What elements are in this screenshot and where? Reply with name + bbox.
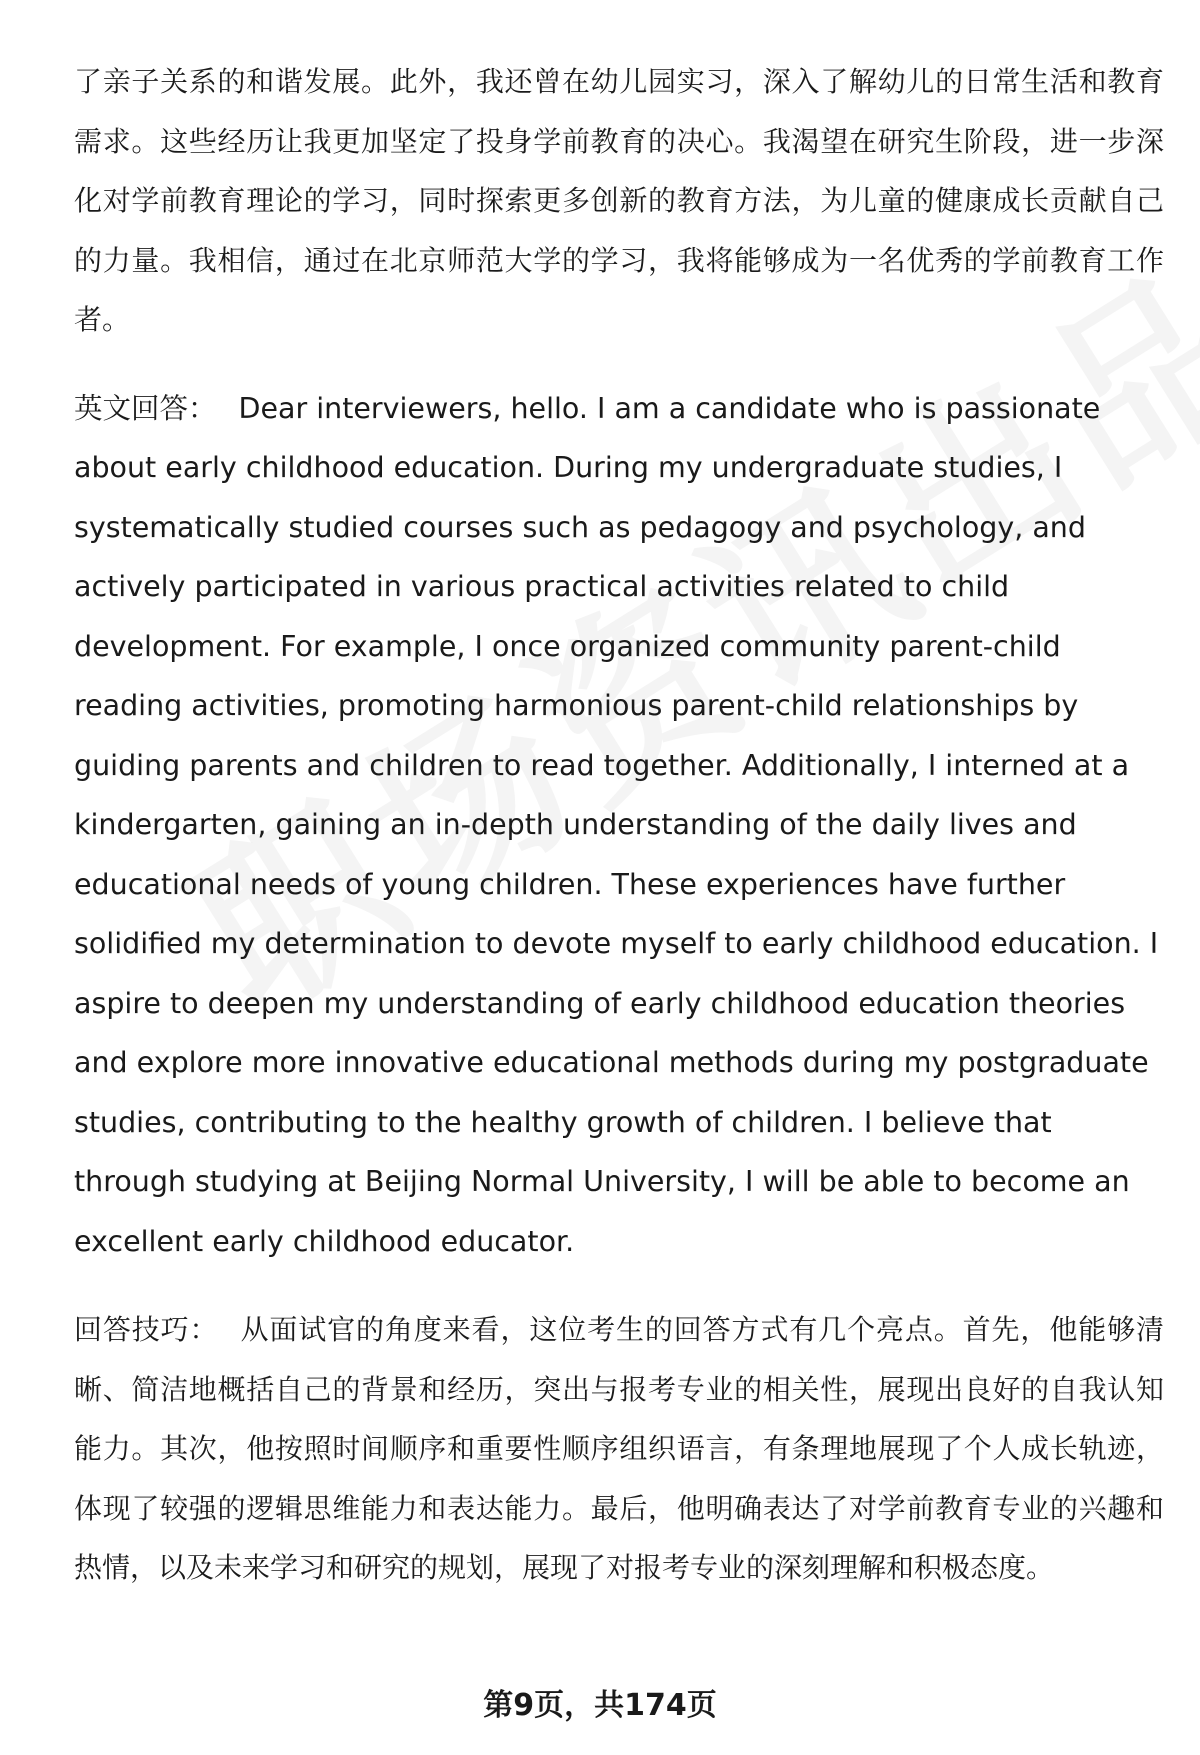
english-answer-text: Dear interviewers, hello. I am a candidate who is passionate about early childhood education. During my undergraduate studies, I systematically studied courses such as pedagogy and psychology, and actively participated in various practical activities related to child development. For example, I once organized community parent-child reading activities, promoting harmonious parent-child relationships by guiding parents and children to read together. Additionally, I interned at a kindergarten, gaining an in-depth understanding of the daily lives and educational needs of young children. These experiences have further solidified my determination to devote myself to early childhood education. I aspire to deepen my understanding of early childhood education theories and explore more innovative educational methods during my postgraduate studies, contributing to the healthy growth of children. I believe that through studying at Beijing Normal University, I will be able to become an excellent early childhood educator. xyxy=(74,391,1159,1258)
intro-continuation-paragraph: 了亲子关系的和谐发展。此外，我还曾在幼儿园实习，深入了解幼儿的日常生活和教育需求。这些经历让我更加坚定了投身学前教育的决心。我渴望在研究生阶段，进一步深化对学前教育理论的学习，同时探索更多创新的教育方法，为儿童的健康成长贡献自己的力量。我相信，通过在北京师范大学的学习，我将能够成为一名优秀的学前教育工作者。 xyxy=(74,65,1164,336)
english-answer-paragraph xyxy=(74,379,1164,1272)
answer-tips-paragraph xyxy=(74,1300,1164,1598)
english-answer-label: 英文回答： xyxy=(74,391,217,425)
answer-tips-text: 从面试官的角度来看，这位考生的回答方式有几个亮点。首先，他能够清晰、简洁地概括自己的背景和经历，突出与报考专业的相关性，展现出良好的自我认知能力。其次，他按照时间顺序和重要性顺序组织语言，有条理地展现了个人成长轨迹，体现了较强的逻辑思维能力和表达能力。最后，他明确表达了对学前教育专业的兴趣和热情，以及未来学习和研究的规划，展现了对报考专业的深刻理解和积极态度。 xyxy=(74,1313,1164,1584)
answer-tips-label: 回答技巧： xyxy=(74,1313,219,1346)
page-number-footer: 第9页，共174页 xyxy=(483,1688,717,1723)
page-content xyxy=(74,52,1164,1598)
